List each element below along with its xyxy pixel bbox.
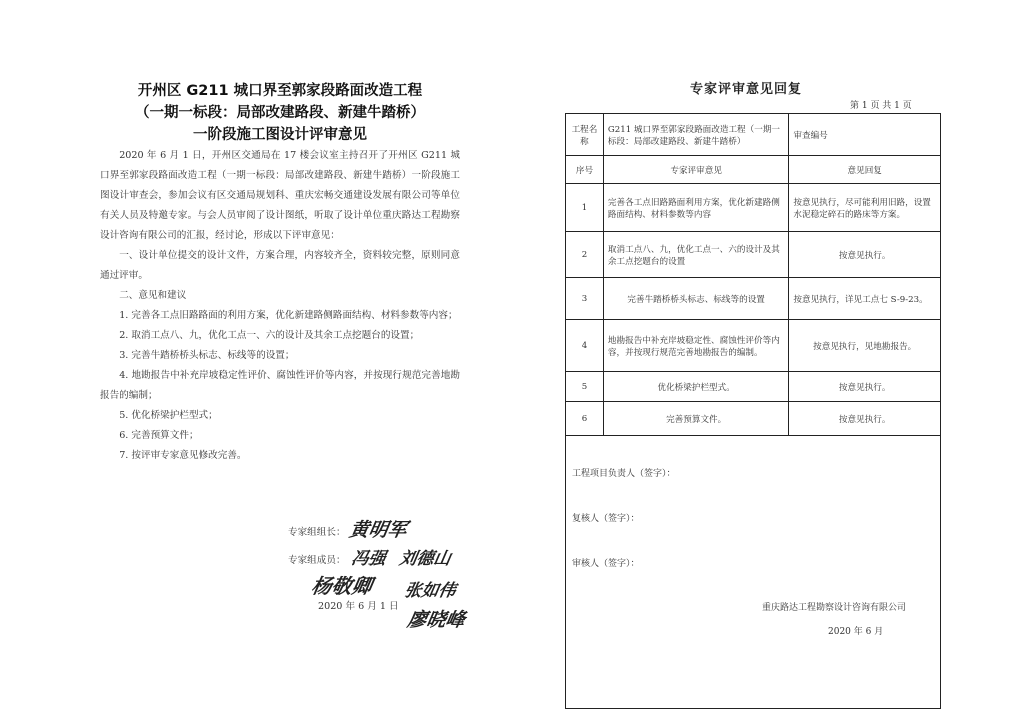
row-no: 6 (566, 402, 604, 436)
row-opinion: 完善牛踏桥桥头标志、标线等的设置 (603, 278, 788, 320)
signature-member-3: 杨敬卿 (309, 574, 374, 598)
signature-row (566, 436, 941, 709)
approver-label: 审核人（签字）： (572, 559, 640, 569)
table-row (566, 184, 941, 232)
company-name: 重庆路达工程勘察设计咨询有限公司 (762, 603, 907, 613)
item-7: 7. 按评审专家意见修改完善。 (119, 450, 247, 461)
signature-member-4: 张如伟 (402, 581, 458, 601)
row-no: 2 (566, 232, 604, 278)
project-label: 工程名称 (566, 114, 604, 156)
project-row (566, 114, 941, 156)
signature-leader: 黄明军 (347, 519, 409, 541)
reviewer-label: 复核人（签字）： (572, 514, 640, 524)
row-reply: 按意见执行，尽可能利用旧路，设置水泥稳定碎石的路床等方案。 (789, 184, 941, 232)
page-number: 第 1 页 共 1 页 (850, 101, 912, 111)
doc-title-line2: （一期一标段：局部改建路段、新建牛踏桥） (135, 105, 425, 121)
table-row (566, 372, 941, 402)
reply-title: 专家评审意见回复 (690, 82, 803, 97)
item-6: 6. 完善预算文件； (119, 430, 199, 441)
table-row (566, 278, 941, 320)
review-no-label: 审查编号 (789, 114, 941, 156)
row-no: 3 (566, 278, 604, 320)
header-row (566, 156, 941, 184)
row-reply: 按意见执行。 (789, 402, 941, 436)
row-no: 1 (566, 184, 604, 232)
signature-member-1: 冯强 (349, 549, 388, 569)
row-reply: 按意见执行，详见工点七 S-9-23。 (789, 278, 941, 320)
section-1: 一、设计单位提交的设计文件，方案合理，内容较齐全，资料较完整，原则同意通过评审。 (100, 250, 460, 281)
row-reply: 按意见执行。 (789, 232, 941, 278)
col-header-no: 序号 (566, 156, 604, 184)
row-opinion: 取消工点八、九，优化工点一、六的设计及其余工点挖题台的设置 (603, 232, 788, 278)
row-reply: 按意见执行，见地勘报告。 (789, 320, 941, 372)
responsible-label: 工程项目负责人（签字）： (572, 469, 676, 479)
right-date: 2020 年 6 月 (828, 627, 884, 637)
doc-title-line1: 开州区 G211 城口界至郭家段路面改造工程 (137, 83, 423, 99)
reply-table (565, 113, 941, 709)
leader-label: 专家组组长： (288, 527, 346, 538)
row-opinion: 优化桥梁护栏型式。 (603, 372, 788, 402)
row-no: 5 (566, 372, 604, 402)
table-row (566, 320, 941, 372)
row-opinion: 完善各工点旧路路面利用方案，优化新建路侧路面结构、材料参数等内容 (603, 184, 788, 232)
signature-area (566, 436, 941, 709)
table-row (566, 232, 941, 278)
item-2: 2. 取消工点八、九，优化工点一、六的设计及其余工点挖题台的设置； (119, 330, 420, 341)
section-2-heading: 二、意见和建议 (119, 290, 187, 301)
item-3: 3. 完善牛踏桥桥头标志、标线等的设置； (119, 350, 295, 361)
signature-member-5: 廖晓峰 (405, 609, 467, 631)
item-4: 4. 地勘报告中补充岸坡稳定性评价、腐蚀性评价等内容，并按现行规范完善地勘报告的编制； (100, 370, 460, 401)
row-reply: 按意见执行。 (789, 372, 941, 402)
row-opinion: 完善预算文件。 (603, 402, 788, 436)
item-5: 5. 优化桥梁护栏型式； (119, 410, 218, 421)
members-label: 专家组成员： (288, 555, 346, 566)
left-document (100, 80, 460, 466)
row-no: 4 (566, 320, 604, 372)
intro-paragraph: 2020 年 6 月 1 日，开州区交通局在 17 楼会议室主持召开了开州区 G211 城口界至郭家段路面改造工程（一期一标段：局部改建路段、新建牛踏桥）一阶段施工图设计审查会，参加会议有区交通局规划科、重庆宏畅交通建设发展有限公司等单位有关人员及特邀专家。与会人员审阅了设计图纸，听取了设计单位重庆路达工程勘察设计咨询有限公司的汇报，经讨论，形成以下评审意见： (100, 150, 460, 241)
item-1: 1. 完善各工点旧路路面的利用方案，优化新建路侧路面结构、材料参数等内容； (119, 310, 458, 321)
doc-title-line3: 一阶段施工图设计评审意见 (193, 127, 367, 143)
row-opinion: 地勘报告中补充岸坡稳定性、腐蚀性评价等内容，并按现行规范完善地勘报告的编制。 (603, 320, 788, 372)
table-row (566, 402, 941, 436)
col-header-reply: 意见回复 (789, 156, 941, 184)
left-date: 2020 年 6 月 1 日 (318, 601, 399, 612)
col-header-opinion: 专家评审意见 (603, 156, 788, 184)
signature-member-2: 刘德山 (397, 549, 453, 569)
project-name: G211 城口界至郭家段路面改造工程（一期一标段：局部改建路段、新建牛踏桥） (603, 114, 788, 156)
